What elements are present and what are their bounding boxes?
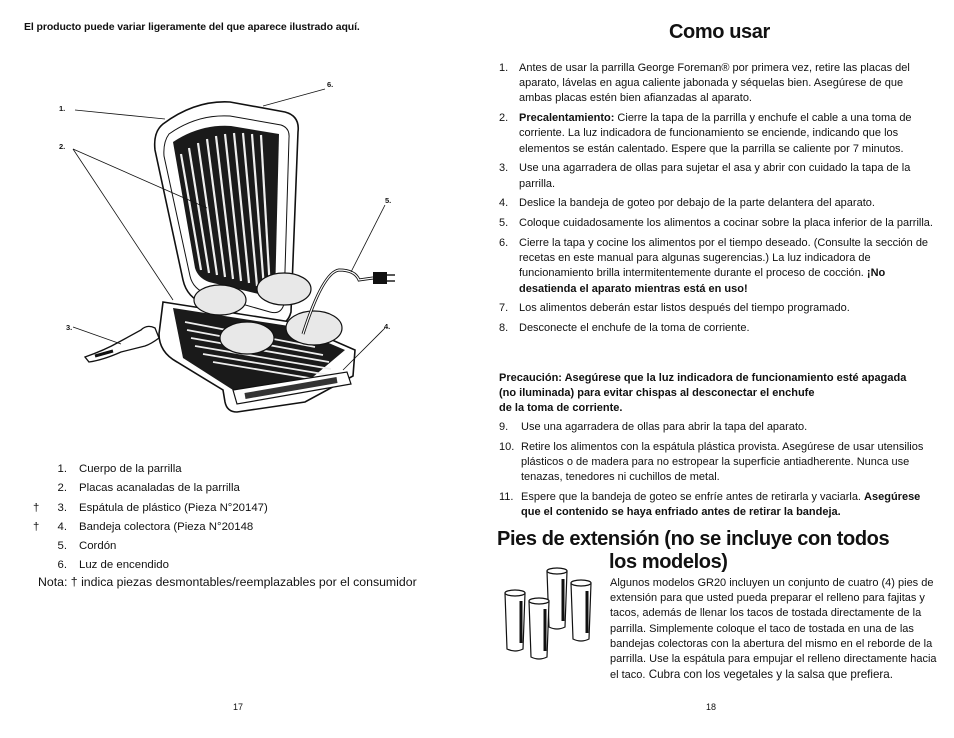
right-page bbox=[477, 0, 954, 738]
step-item: 1. Antes de usar la parrilla George Foreman® por primera vez, retire las placas del aparato, lávelas en agua caliente jabonada y séquelas bien. Asegúrese de que ambas placas estén bien afianzadas al aparato. bbox=[499, 62, 910, 105]
step-item: 3. Use una agarradera de ollas para sujetar el asa y abrir con cuidado la tapa de la parrilla. bbox=[499, 162, 911, 190]
page-number-right: 18 bbox=[706, 702, 717, 712]
step-item: 8. Desconecte el enchufe de la toma de corriente. bbox=[499, 322, 750, 335]
callout-4: 4. bbox=[384, 322, 391, 331]
step-item: 6. Cierre la tapa y cocine los alimentos por el tiempo deseado. (Consulte la sección de recetas en este manual para algunas sugerencias.) La luz indicadora de funcionamiento brilla intermitentemente durante el proceso de cocción. ¡No desatienda el aparato mientras está en uso! bbox=[499, 237, 929, 295]
food-patty bbox=[286, 311, 342, 345]
how-to-use-title: Como usar bbox=[669, 21, 770, 43]
part-item: 5. Cordón bbox=[57, 540, 117, 553]
part-item: 6. Luz de encendido bbox=[57, 559, 169, 572]
step-item: 11. Espere que la bandeja de goteo se enfríe antes de retirarla y vaciarla. Asegúrese que el contenido se haya enfriado antes de retirar la bandeja. bbox=[499, 491, 921, 519]
food-patty bbox=[257, 273, 311, 305]
step-item: 10. Retire los alimentos con la espátula plástica provista. Asegúrese de usar utensilios plásticos o de madera para no estropear la superficie antiadherente. Nunca use tenazas, tenedores ni cuchillos de metal. bbox=[499, 440, 924, 484]
part-item: † 3. Espátula de plástico (Pieza N°20147) bbox=[33, 501, 268, 514]
plug bbox=[373, 272, 387, 284]
callout-1: 1. bbox=[59, 104, 66, 113]
part-item: 2. Placas acanaladas de la parrilla bbox=[57, 482, 240, 495]
callout-3: 3. bbox=[66, 323, 73, 332]
page-number-left: 17 bbox=[233, 702, 244, 712]
feet-drawing bbox=[499, 565, 609, 665]
usage-steps-continued bbox=[499, 420, 939, 525]
step-item: 5. Coloque cuidadosamente los alimentos a cocinar sobre la placa inferior de la parrilla. bbox=[499, 217, 933, 230]
extension-feet-title: Pies de extensión (no se incluye con todos los modelos) bbox=[497, 528, 890, 573]
callout-6: 6. bbox=[327, 80, 334, 89]
extension-feet-illustration bbox=[499, 565, 609, 665]
grill-drawing bbox=[55, 72, 415, 417]
product-disclaimer: El producto puede variar ligeramente del que aparece ilustrado aquí. bbox=[24, 21, 360, 33]
replaceable-parts-note: Nota: † indica piezas desmontables/reemplazables por el consumidor bbox=[38, 575, 417, 589]
food-patty bbox=[220, 322, 274, 354]
food-patty bbox=[194, 285, 246, 315]
callout-2: 2. bbox=[59, 142, 66, 151]
part-item: 1. Cuerpo de la parrilla bbox=[57, 463, 182, 475]
step-item: 7. Los alimentos deberán estar listos después del tiempo programado. bbox=[499, 302, 850, 315]
usage-steps bbox=[499, 61, 939, 341]
extension-feet-description: Algunos modelos GR20 incluyen un conjunto de cuatro (4) pies de extensión para que usted pueda preparar el relleno para fajitas y tacos, además de llenar los tacos de tostada directamente de la parrilla. Simplemente coloque el taco de tostada en una de las bandejas colectoras con la abertura del mismo en el reborde de la parrilla. Use la espátula para empujar el relleno directamente hacia el taco. Cubra con los vegetales y la salsa que prefiera. bbox=[610, 577, 937, 682]
grill-illustration bbox=[55, 72, 415, 417]
parts-list bbox=[33, 460, 473, 576]
step-item: 2. Precalentamiento: Cierre la tapa de la parrilla y enchufe el cable a una toma de corriente. La luz indicadora de funcionamiento se enciende, indicando que los elementos se están calentado. Espere que la parrilla se caliente por 7 minutos. bbox=[499, 112, 912, 155]
step-item: 9. Use una agarradera de ollas para abrir la tapa del aparato. bbox=[499, 421, 808, 433]
part-item: † 4. Bandeja colectora (Pieza N°20148 bbox=[33, 520, 254, 533]
callout-5: 5. bbox=[385, 196, 392, 205]
step-item: 4. Deslice la bandeja de goteo por debajo de la parte delantera del aparato. bbox=[499, 197, 875, 210]
caution-note: Precaución: Asegúrese que la luz indicadora de funcionamiento esté apagada (no iluminada) para evitar chispas al desconectar el enchufe de la toma de corriente. bbox=[499, 372, 907, 415]
